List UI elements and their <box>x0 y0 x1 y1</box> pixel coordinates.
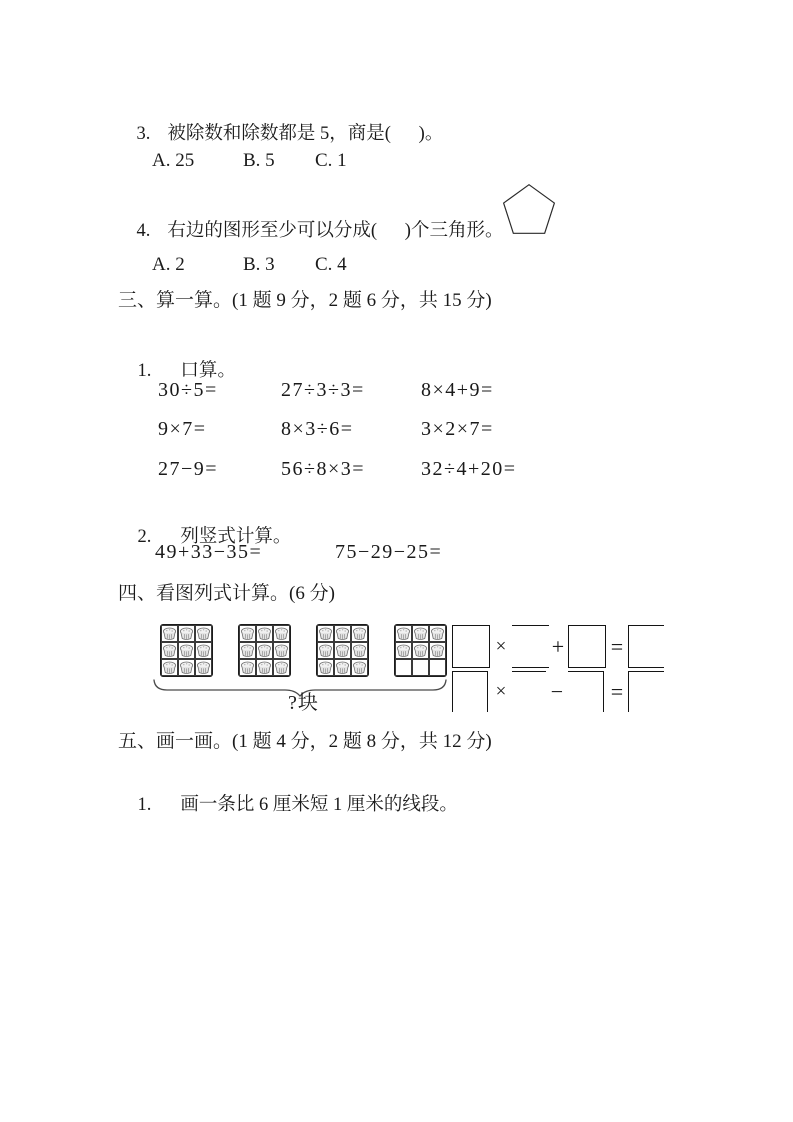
cupcake-icon <box>318 627 333 641</box>
cake-grid <box>316 624 369 677</box>
cupcake-icon <box>257 627 272 641</box>
grid-cell <box>395 659 412 676</box>
cupcake-icon <box>413 644 428 658</box>
cupcake-icon <box>162 661 177 675</box>
cupcake-icon <box>352 627 367 641</box>
option-b: B. 3 <box>243 254 275 275</box>
grid-cell <box>412 625 429 642</box>
cupcake-icon <box>396 627 411 641</box>
cake-grid <box>394 624 447 677</box>
cupcake-icon <box>335 661 350 675</box>
oral-expression: 3×2×7= <box>421 418 494 440</box>
option-c: C. 1 <box>315 150 347 171</box>
section-4-heading: 四、看图列式计算。(6 分) <box>118 583 335 604</box>
grid-cell <box>412 642 429 659</box>
grid-cell <box>195 659 212 676</box>
cupcake-icon <box>352 661 367 675</box>
answer-box <box>568 625 606 668</box>
cupcake-icon <box>240 627 255 641</box>
cake-grid <box>238 624 291 677</box>
grid-cell <box>256 642 273 659</box>
subitem-title: 口算。 <box>180 361 236 382</box>
cupcake-icon <box>335 644 350 658</box>
cupcake-icon <box>257 644 272 658</box>
answer-box <box>628 625 664 668</box>
grid-cell <box>178 642 195 659</box>
oral-expression: 30÷5= <box>158 379 218 401</box>
section-5-heading: 五、画一画。(1 题 4 分，2 题 8 分，共 12 分) <box>118 731 492 752</box>
cupcake-icon <box>274 644 289 658</box>
brace-label: ?块 <box>288 692 319 714</box>
cupcake-icon <box>240 644 255 658</box>
section-5-item-1 <box>119 771 458 840</box>
operator-minus: − <box>550 678 564 704</box>
grid-cell <box>195 625 212 642</box>
grid-cell <box>195 642 212 659</box>
oral-expression: 9×7= <box>158 418 207 440</box>
operator-times: × <box>495 635 507 657</box>
grid-cell <box>178 625 195 642</box>
question-text: 被除数和除数都是 5，商是( )。 <box>167 124 444 145</box>
cupcake-icon <box>162 644 177 658</box>
grid-cell <box>161 625 178 642</box>
cupcake-icon <box>352 644 367 658</box>
grid-cell <box>161 659 178 676</box>
grid-cell <box>334 642 351 659</box>
grid-cell <box>395 642 412 659</box>
grid-cell <box>239 642 256 659</box>
oral-expression: 8×4+9= <box>421 379 494 401</box>
subitem-number: 1. <box>137 795 152 816</box>
option-a: A. 25 <box>152 150 195 171</box>
cupcake-icon <box>240 661 255 675</box>
answer-box <box>628 671 664 712</box>
grid-cell <box>334 659 351 676</box>
answer-box <box>568 671 604 712</box>
equals-sign: = <box>610 633 624 659</box>
grid-cell <box>273 625 290 642</box>
subitem-number: 1. <box>137 361 152 382</box>
oral-expression: 32÷4+20= <box>421 458 517 480</box>
answer-box <box>452 671 488 712</box>
grid-cell <box>351 659 368 676</box>
cupcake-icon <box>318 644 333 658</box>
grid-cell <box>429 642 446 659</box>
grid-cell <box>239 625 256 642</box>
cupcake-icon <box>196 627 211 641</box>
grid-cell <box>351 625 368 642</box>
grid-cell <box>161 642 178 659</box>
answer-box <box>452 625 490 668</box>
question-number: 3. <box>136 124 151 145</box>
cupcake-icon <box>179 627 194 641</box>
grid-cell <box>317 625 334 642</box>
section-3-heading: 三、算一算。(1 题 9 分，2 题 6 分，共 15 分) <box>118 290 492 311</box>
subitem-text: 画一条比 6 厘米短 1 厘米的线段。 <box>180 795 458 816</box>
oral-expression: 8×3÷6= <box>281 418 354 440</box>
cupcake-icon <box>318 661 333 675</box>
grid-cell <box>412 659 429 676</box>
pentagon-icon <box>502 183 556 235</box>
cupcake-icon <box>274 661 289 675</box>
cupcake-icon <box>196 644 211 658</box>
cupcake-icon <box>274 627 289 641</box>
cupcake-icon <box>430 644 445 658</box>
option-b: B. 5 <box>243 150 275 171</box>
operator-times: × <box>495 680 507 702</box>
operator-plus: + <box>551 633 565 659</box>
grid-cell <box>334 625 351 642</box>
cupcake-icon <box>179 644 194 658</box>
grid-cell <box>317 642 334 659</box>
vertical-expression: 75−29−25= <box>335 541 443 563</box>
cupcake-icon <box>162 627 177 641</box>
grid-cell <box>178 659 195 676</box>
oral-expression: 27÷3÷3= <box>281 379 365 401</box>
option-a: A. 2 <box>152 254 185 275</box>
cupcake-icon <box>396 644 411 658</box>
cupcake-icon <box>335 627 350 641</box>
grid-cell <box>429 659 446 676</box>
cupcake-icon <box>430 627 445 641</box>
question-text: 右边的图形至少可以分成( )个三角形。 <box>167 221 504 242</box>
grid-cell <box>351 642 368 659</box>
cake-grid <box>160 624 213 677</box>
cupcake-icon <box>413 627 428 641</box>
grid-cell <box>256 625 273 642</box>
oral-expression: 27−9= <box>158 458 219 480</box>
grid-cell <box>317 659 334 676</box>
grid-cell <box>273 659 290 676</box>
grid-cell <box>256 659 273 676</box>
question-number: 4. <box>136 221 151 242</box>
cupcake-icon <box>179 661 194 675</box>
answer-box <box>512 625 549 668</box>
subitem-title: 列竖式计算。 <box>180 527 292 548</box>
grid-cell <box>429 625 446 642</box>
option-c: C. 4 <box>315 254 347 275</box>
answer-box <box>512 671 546 712</box>
oral-expression: 56÷8×3= <box>281 458 366 480</box>
grid-cell <box>273 642 290 659</box>
vertical-expression: 49+33−35= <box>155 541 263 563</box>
cupcake-icon <box>257 661 272 675</box>
cupcake-icon <box>196 661 211 675</box>
equals-sign: = <box>610 678 624 704</box>
subitem-number: 2. <box>137 527 152 548</box>
grid-cell <box>395 625 412 642</box>
grid-cell <box>239 659 256 676</box>
